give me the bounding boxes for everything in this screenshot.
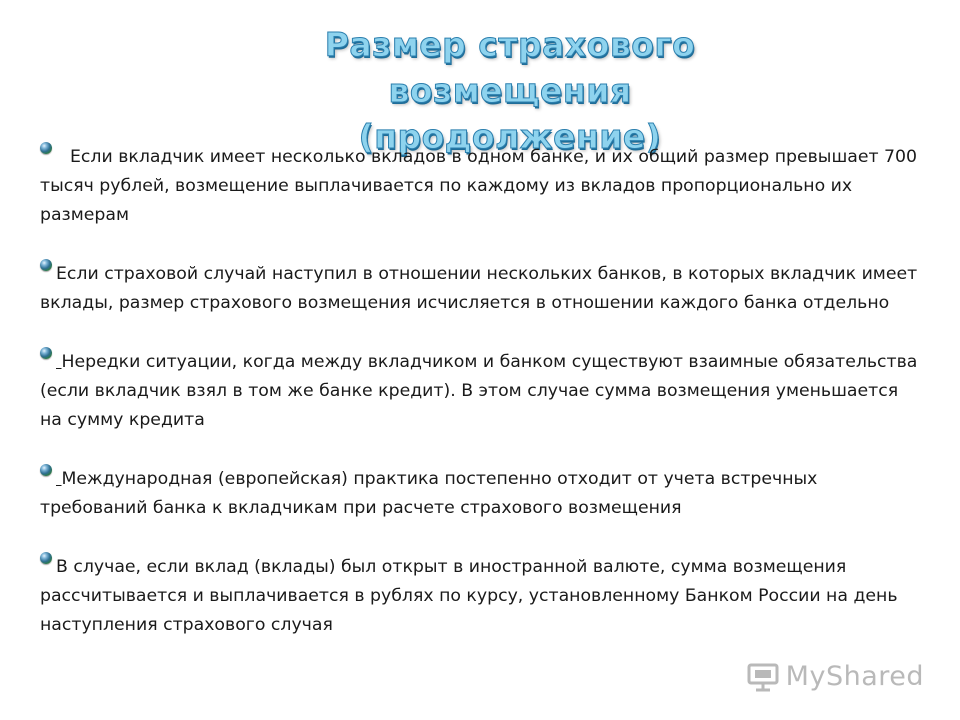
presentation-board-icon bbox=[746, 662, 780, 692]
list-item-text: В случае, если вклад (вклады) был открыт в иностранной валюте, сумма возмещения рассчитывается и выплачивается в рублях по курсу, установленному Банком России на день наступления страхового случая bbox=[40, 557, 898, 635]
title-line-1: Размер страхового возмещения bbox=[324, 25, 696, 110]
globe-bullet-icon bbox=[40, 259, 52, 271]
slide-title bbox=[200, 22, 820, 160]
list-item-text: Если страховой случай наступил в отношении нескольких банков, в которых вкладчик имеет вклады, размер страхового возмещения исчисляется в отношении каждого банка отдельно bbox=[40, 264, 918, 313]
globe-bullet-icon bbox=[40, 142, 52, 154]
watermark bbox=[746, 661, 924, 692]
list-item bbox=[40, 464, 920, 523]
title-line-2: (продолжение) bbox=[358, 117, 662, 156]
list-item bbox=[40, 259, 920, 318]
list-item bbox=[40, 347, 920, 435]
list-item-text: Международная (европейская) практика постепенно отходит от учета встречных требований банка к вкладчикам при расчете страхового возмещения bbox=[40, 469, 818, 518]
globe-bullet-icon bbox=[40, 552, 52, 564]
list-item-text: Нередки ситуации, когда между вкладчиком и банком существуют взаимные обязательства (если вкладчик взял в том же банке кредит). В этом случае сумма возмещения уменьшается на сумму кредита bbox=[40, 352, 918, 430]
list-item bbox=[40, 552, 920, 640]
watermark-text: MyShared bbox=[785, 661, 924, 692]
bullet-list bbox=[40, 142, 920, 640]
globe-bullet-icon bbox=[40, 347, 52, 359]
list-item-text: Если вкладчик имеет несколько вкладов в одном банке, и их общий размер превышает 700 тысяч рублей, возмещение выплачивается по каждому из вкладов пропорционально их размерам bbox=[40, 147, 918, 225]
list-item bbox=[40, 142, 920, 230]
globe-bullet-icon bbox=[40, 464, 52, 476]
